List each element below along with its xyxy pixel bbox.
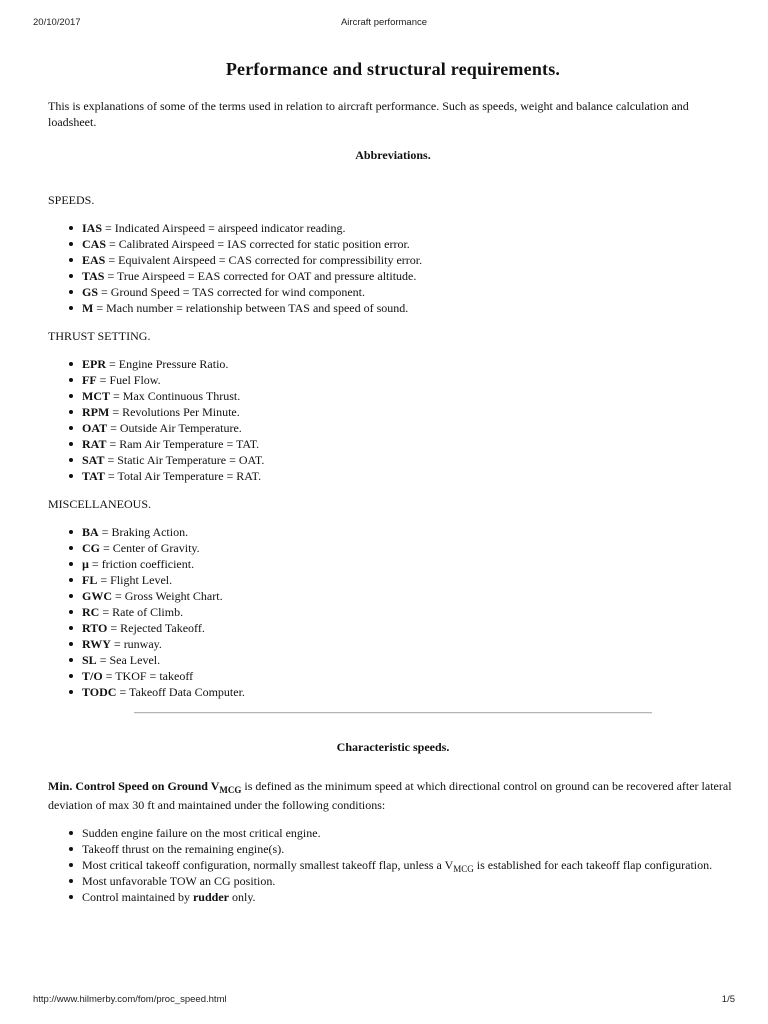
abbreviation-item: [82, 236, 738, 252]
characteristic-speeds-heading: Characteristic speeds.: [336, 740, 450, 754]
abbreviation-list: [48, 356, 738, 484]
abbreviation-term: RAT: [82, 437, 107, 451]
abbreviation-item: [82, 252, 738, 268]
abbreviation-term: SL: [82, 653, 97, 667]
abbreviation-list: [48, 220, 738, 316]
abbreviation-item: [82, 452, 738, 468]
abbreviations-heading: Abbreviations.: [355, 148, 431, 162]
abbreviation-item: [82, 524, 738, 540]
abbreviation-definition: = Revolutions Per Minute.: [109, 405, 240, 419]
abbreviation-term: RPM: [82, 405, 110, 419]
abbreviation-term: TAS: [82, 269, 105, 283]
abbreviation-item: [82, 388, 738, 404]
abbreviation-definition: = Gross Weight Chart.: [112, 589, 223, 603]
abbreviation-item: [82, 636, 738, 652]
abbreviation-item: [82, 668, 738, 684]
list-item: Sudden engine failure on the most critical engine.: [82, 825, 738, 841]
abbreviation-definition: = Ground Speed = TAS corrected for wind component.: [98, 285, 365, 299]
abbreviation-item: [82, 268, 738, 284]
section-heading: SPEEDS.: [48, 193, 95, 207]
abbreviation-definition: = Takeoff Data Computer.: [116, 685, 245, 699]
abbreviation-definition: = Calibrated Airspeed = IAS corrected for static position error.: [106, 237, 410, 251]
vmcg-term: Min. Control Speed on Ground $V_{MCG}$: [48, 779, 242, 795]
abbreviation-term: CAS: [82, 237, 107, 251]
abbreviation-term: FF: [82, 373, 97, 387]
abbreviation-definition: = Static Air Temperature = OAT.: [104, 453, 265, 467]
abbreviation-definition: = TKOF = takeoff: [102, 669, 194, 683]
abbreviation-item: [82, 372, 738, 388]
abbreviation-definition: = Total Air Temperature = RAT.: [104, 469, 262, 483]
abbreviation-item: [82, 420, 738, 436]
abbreviation-item: [82, 572, 738, 588]
abbreviation-list: [48, 524, 738, 700]
abbreviation-definition: = Center of Gravity.: [100, 541, 200, 555]
section-heading: THRUST SETTING.: [48, 329, 151, 343]
abbreviation-item: [82, 684, 738, 700]
abbreviation-definition: = Mach number = relationship between TAS and speed of sound.: [93, 301, 409, 315]
abbreviation-definition: = Indicated Airspeed = airspeed indicator reading.: [102, 221, 346, 235]
abbreviation-sections: [48, 192, 738, 700]
abbreviation-term: CG: [82, 541, 100, 555]
abbreviation-definition: = True Airspeed = EAS corrected for OAT and pressure altitude.: [104, 269, 417, 283]
document-body: [48, 57, 738, 905]
abbreviation-item: [82, 300, 738, 316]
abbreviation-definition: = Ram Air Temperature = TAT.: [106, 437, 260, 451]
abbreviation-definition: = Engine Pressure Ratio.: [106, 357, 229, 371]
section-heading: MISCELLANEOUS.: [48, 497, 152, 511]
abbreviation-item: [82, 356, 738, 372]
abbreviation-item: [82, 604, 738, 620]
abbreviation-term: MCT: [82, 389, 110, 403]
abbreviation-definition: = Braking Action.: [98, 525, 189, 539]
abbreviation-definition: = Rate of Climb.: [99, 605, 184, 619]
abbreviation-term: IAS: [82, 221, 103, 235]
abbreviation-term: M: [82, 301, 94, 315]
list-item: Most critical takeoff configuration, normally smallest takeoff flap, unless a $V_{MCG}$ is established for each takeoff flap configuration.: [82, 857, 738, 873]
list-item: Most unfavorable TOW an CG position.: [82, 873, 738, 889]
abbreviation-term: µ: [82, 557, 89, 571]
abbreviation-item: [82, 436, 738, 452]
list-item: Control maintained by rudder only.: [82, 889, 738, 905]
abbreviation-term: RWY: [82, 637, 111, 651]
abbreviation-definition: = Fuel Flow.: [96, 373, 161, 387]
abbreviation-item: [82, 284, 738, 300]
abbreviation-item: [82, 620, 738, 636]
abbreviation-definition: = Sea Level.: [96, 653, 161, 667]
vmcg-conditions-list: [48, 825, 738, 905]
abbreviation-term: T/O: [82, 669, 103, 683]
abbreviation-term: GWC: [82, 589, 112, 603]
abbreviation-term: GS: [82, 285, 99, 299]
abbreviation-definition: = Max Continuous Thrust.: [110, 389, 241, 403]
print-date: 20/10/2017: [33, 17, 81, 28]
abbreviation-item: [82, 220, 738, 236]
abbreviation-term: FL: [82, 573, 98, 587]
abbreviation-term: OAT: [82, 421, 108, 435]
vmcg-definition: Min. Control Speed on Ground $V_{MCG}$ is defined as the minimum speed at which directional control on ground can be recovered after lateral deviation of max 30 ft and maintained under the following conditions:: [48, 779, 732, 812]
page-number: 1/5: [721, 994, 735, 1005]
abbreviation-item: [82, 404, 738, 420]
abbreviation-term: BA: [82, 525, 99, 539]
abbreviation-definition: = runway.: [110, 637, 162, 651]
abbreviation-term: EAS: [82, 253, 106, 267]
abbreviation-definition: = Rejected Takeoff.: [107, 621, 205, 635]
print-url: http://www.hilmerby.com/fom/proc_speed.html: [33, 994, 227, 1005]
intro-paragraph: This is explanations of some of the terms used in relation to aircraft performance. Such as speeds, weight and balance calculation and loadsheet.: [48, 99, 689, 129]
abbreviation-term: EPR: [82, 357, 106, 371]
abbreviation-definition: = Flight Level.: [97, 573, 173, 587]
abbreviation-term: TODC: [82, 685, 117, 699]
abbreviation-term: SAT: [82, 453, 105, 467]
abbreviation-definition: = Equivalent Airspeed = CAS corrected for compressibility error.: [105, 253, 423, 267]
abbreviation-term: TAT: [82, 469, 105, 483]
list-item: Takeoff thrust on the remaining engine(s).: [82, 841, 738, 857]
abbreviation-item: [82, 540, 738, 556]
abbreviation-item: [82, 556, 738, 572]
horizontal-divider: [134, 712, 652, 714]
print-header-title: Aircraft performance: [340, 17, 428, 28]
abbreviation-item: [82, 652, 738, 668]
abbreviation-term: RC: [82, 605, 100, 619]
abbreviation-term: RTO: [82, 621, 108, 635]
page-title: Performance and structural requirements.: [225, 59, 561, 79]
abbreviation-definition: = Outside Air Temperature.: [107, 421, 242, 435]
abbreviation-definition: = friction coefficient.: [88, 557, 195, 571]
abbreviation-item: [82, 468, 738, 484]
abbreviation-item: [82, 588, 738, 604]
